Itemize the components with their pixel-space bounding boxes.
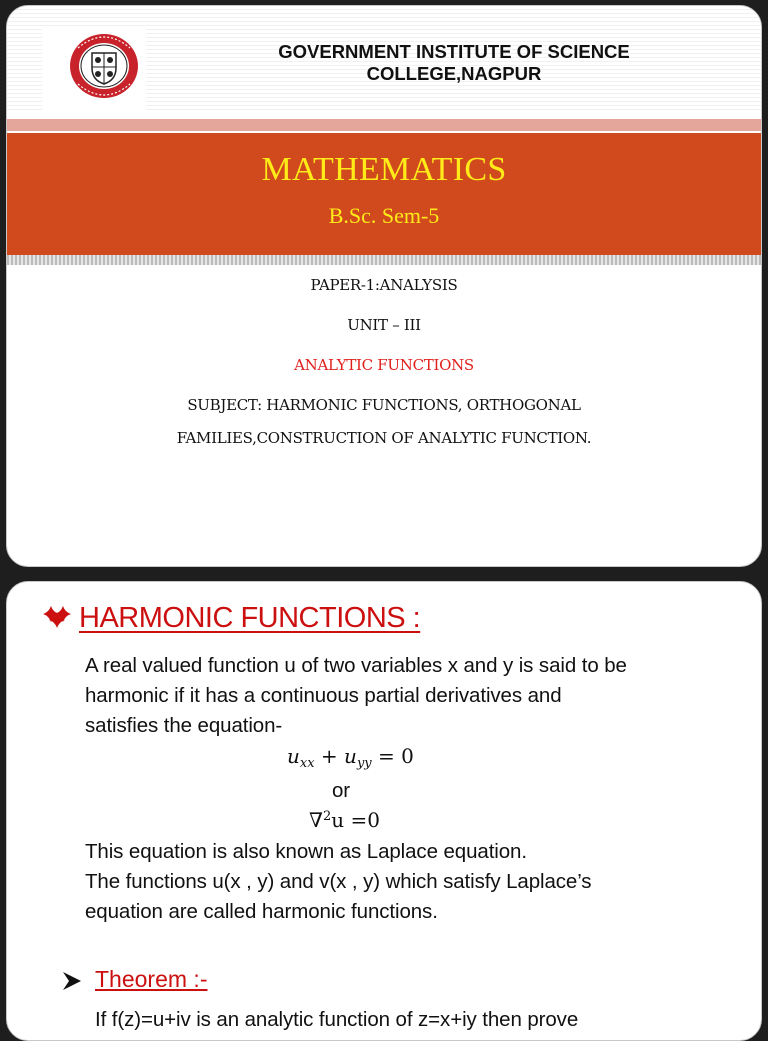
college-logo [42, 28, 146, 112]
section-heading: HARMONIC FUNCTIONS : [79, 602, 421, 634]
eq-u: u [287, 744, 300, 768]
paragraph-line: A real valued function u of two variables x and y is said to be [85, 654, 627, 677]
college-name-line2: COLLEGE,NAGPUR [366, 63, 542, 84]
eq-sup-2: 2 [322, 809, 332, 824]
eq-sub-yy: yy [356, 756, 372, 771]
eq-u2: u [344, 744, 357, 768]
unit-label: UNIT – III [347, 316, 421, 334]
subject-line-1: SUBJECT: HARMONIC FUNCTIONS, ORTHOGONAL [187, 396, 581, 414]
subject-line-2: FAMILIES,CONSTRUCTION OF ANALYTIC FUNCTION. [176, 429, 592, 447]
eq-rest: u =0 [331, 808, 380, 832]
paragraph-line: This equation is also known as Laplace equation. [85, 840, 527, 863]
content-slide [6, 581, 762, 1041]
theorem-text: If f(z)=u+iv is an analytic function of z=x+iy then prove [95, 1008, 579, 1031]
paragraph-line: harmonic if it has a continuous partial derivatives and [85, 684, 562, 707]
eq-sub-xx: xx [299, 756, 315, 771]
or-label: or [332, 779, 351, 802]
slide-subtitle: B.Sc. Sem-5 [328, 203, 440, 228]
paragraph-line: The functions u(x , y) and v(x , y) which satisfy Laplace’s [85, 870, 592, 893]
eq-rhs: = 0 [371, 744, 414, 768]
title-banner [7, 133, 761, 255]
theorem-heading: Theorem :- [95, 966, 208, 992]
arrow-bullet-icon [61, 970, 85, 992]
diamond-bullet-icon [41, 604, 73, 630]
topic-label: ANALYTIC FUNCTIONS [294, 356, 474, 374]
pink-divider [7, 119, 761, 131]
college-name-line1: GOVERNMENT INSTITUTE OF SCIENCE [278, 41, 630, 62]
paper-label: PAPER-1:ANALYSIS [310, 276, 458, 294]
laplace-equation [287, 744, 414, 771]
title-slide [6, 5, 762, 567]
college-name [157, 41, 751, 85]
striped-divider [7, 255, 761, 265]
nabla-equation [309, 808, 380, 832]
paragraph-line: satisfies the equation- [85, 714, 283, 737]
eq-plus: + [314, 744, 345, 768]
slide-title: MATHEMATICS [261, 151, 507, 188]
paragraph-line: equation are called harmonic functions. [85, 900, 438, 923]
eq-nabla: ∇ [309, 808, 323, 832]
